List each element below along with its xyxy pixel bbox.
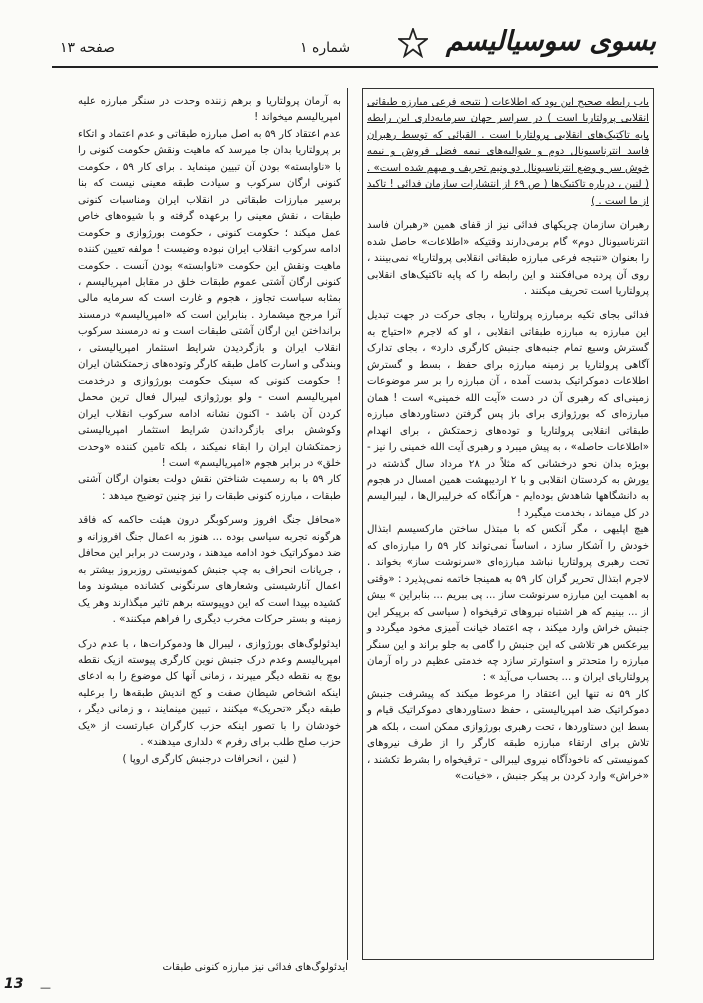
header-rule (52, 66, 658, 68)
masthead (436, 24, 656, 66)
paragraph: ایدئولوگ‌های بورژوازی ، لیبرال ها ودموکرات‌ها ، با عدم درک امپریالیسم وعدم درک جنبش نوین کارگری پیوسته ازیک نقطه بوچ به نقطه دیگر میپرند ، زمانی آنها کل موضوع را به ادعای اینکه اشخاص شیطان صفت و کج اندیش طبقه‌ها را برعلیه طبقه دیگر «تحریک» میکنند ، تبیین مینمایند ، و زمانی دیگر ، خودشان را با تصور اینکه حزب کارگران عبارتست از «یک حزب صلح طلب برای رفرم » دلداری میدهند» . (78, 638, 341, 749)
footer-page-number: 13 (4, 976, 24, 992)
page-number: صفحه ۱۳ (60, 40, 116, 56)
right-column (362, 88, 654, 960)
paragraph: فدائی بجای تکیه برمبارزه پرولتاریا ، بجای حرکت در جهت تبدیل این مبارزه به مبارزه طبقاتی انقلابی ، او که لاجرم «احتیاج به گسترش وسیع تمام جنبه‌های جنبش کارگری دارد» ، بجای تدارک آگاهی پرولتاریا بر زمینه مبارزه برای حفظ ، بسط و گسترش اطلاعات دموکراتیک بدست آمده ، آن مبارزه را بر سر موضوعات زمینی‌ای که رهبری آن در دست «آیت الله خمینی» است ! همان مبارزه‌ای که بورژوازی برای باز پس گرفتن دستاوردهای مبارزه طبقاتی انقلابی پرولتاریا و توده‌های زحمتکش ، برای انهدام «اطلاعات حاصله» ، به پیش میبرد و رهبری آیت الله خمینی را نیز - بویژه بدان نحو درخشانی که مثلاً در ۲۸ مرداد سال گذشته در یورش به کردستان انقلابی و با ۲ اردیبهشت همین امسال در هجوم به دانشگاهها شاهدش بوده‌ایم - هرآنگاه که خرلیبرال‌ها ، لیبرالیسم در کل میماند ، بخدمت میگیرد ! (367, 310, 650, 519)
footer-dash: — (40, 981, 51, 994)
left-column (78, 88, 348, 960)
paragraph: کار ۵۹ با به رسمیت شناختن نقش دولت بعنوان ارگان آشتی طبقات ، مبارزه کنونی طبقات را نیز چنین توضیح میدهد : (78, 474, 341, 502)
citation: ( لنین ، انحرافات درجنبش کارگری اروپا ) (122, 753, 297, 765)
continuation-line: ایدئولوگ‌های فدائی نیز مبارزه کنونی طبقات (162, 962, 348, 973)
paragraph: هیچ اپلیهی ، مگر آنکس که با مبتذل ساختن مارکسیسم ابتذال خودش را آشکار سازد ، اساساً نمی‌تواند کار ۵۹ را مبارزه‌ای که تحت رهبری پرولتاریا نباشد مبارزه‌ای «سرنوشت ساز» بخواند . لاجرم ابتذال تحریر گران کار ۵۹ به همینجا خاتمه نمی‌پذیرد : «وقتی به اهمیت این مبارزه سرنوشت ساز ... پی ببریم ... بنابراین » بیش از ... بینیم که هر اشتباه نیروهای ترقیخواه ( سیاسی که برپیکر این جنبش خراش وارد میکند ، چه اعتماد خیانت آمیزی مخود میگردد و بیرعکس هر تلاشی که این جنبش را گامی به جلو براند و این سنگر مبارزه را متحدتر و استوارتر سازد چه خدمتی عظیم در راه آرمان پرولتاریای ایران و ... بحساب می‌آید » : (367, 524, 649, 684)
masthead-title: بسوی سوسیالیسم (445, 26, 656, 57)
paragraph: رهبران سازمان چریکهای فدائی نیز از قفای همین «رهبران فاسد انترناسیونال دوم» گام برمی‌دارند وقتیکه «اطلاعات» حاصل شده را بعنوان «نتیجه فرعی مبارزه طبقاتی انقلابی پرولتاریا» نمی‌بینند ، روی آن پرده می‌افکنند و این رابطه را که پایه تاکتیک‌های انقلابی پرولتاریا است تحریف میکنند . (367, 220, 649, 297)
paragraph: باب رابطه صحیح این بود که اطلاعات ( نتیجه فرعی مبارزه طبقاتی انقلابی پرولتاریا است ) در سراسر جهان سرمایه‌داری این رابطه پایه تاکتیک‌های انقلابی پرولتاریا است . القبائی که توسط رهبران فاسد انترناسیونال دوم و شوالیه‌های نیمه فضل فروش و نیمه خوش سر و وضع انترناسیونال دو ونیم تحریف و مبهم شده است» . ( لنین ، درباره تاکتیک‌ها ( ص ۶۹ از انتشارات سازمان فدائی ! تاکید از ما است . ) (367, 97, 649, 207)
star-icon (398, 28, 428, 58)
paragraph: کار ۵۹ نه تنها این اعتقاد را مرعوط میکند که پیشرفت جنبش دموکراتیک ضد امپریالیستی ، حفظ دستاوردهای دموکراتیک قیام و بسط این دستاوردها ، تحت رهبری بورژوازی ممکن است ، بلکه هر تلاش برای ارتقاء مبارزه طبقه کارگر را از طرف نیروهای کمونیستی که ناخودآگاه نیروی لیبرالی - ترقیخواه را بشرط تکشند ، «خراش» وارد کردن بر پیکر جنبش ، «خیانت» (367, 688, 649, 783)
paragraph: عدم اعتقاد کار ۵۹ به اصل مبارزه طبقاتی و عدم اعتماد و اتکاء بر پرولتاریا بدان جا میرسد که ماهیت ونقش حکومت کنونی را با «ناوابسته» بودن آن تبیین مینماید . برای کار ۵۹ ، حکومت کنونی ارگان سرکوب و سیادت طبقه معینی نیست که بنا برسیر مبارزات طبقاتی در انقلاب ایران ومناسبات کنونی طبقات ، نقش معینی را برعهده گرفته و با شیوه‌های خاص عمل میکند ؛ حکومت کنونی ، حکومت بورژوازی و حکومت ادامه سرکوب انقلاب ایران نبوده وضیست ! مولفه تعیین کننده ماهیت ونقش این حکومت «ناوابسته» بودن آنست . حکومت کنونی ارگان آشتی عموم طبقات خلق در مقابل امپریالیسم ، بمثابه سیاست تجاوز ، هجوم و غارت است که سرمایه مالی آنرا مرجح میشمارد . بنابراین است که «امپریالیسم» درمسند برانداختن این ارگان آشتی طبقات است و نه درمسند سرکوب انقلاب ایران و بازگردیدن شرایط استثمار امپریالیستی ، وبندگی و اسارت کامل طبقه کارگر وتوده‌های زحمتکشان ایران ! حکومت کنونی که سینک حکومت بورژوازی و درخدمت امپریالیسم است - ولو بورژوازی لیبرال فعال ترین محمل کردن آن باشد - اکنون نشانه ادامه سرکوب انقلاب ایران وکوشش برای بازگرداندن شرایط استثمار امپریالیستی زحمتکشان ایران را ابقاء نمیکند ، بلکه تامین کننده «وحدت خلق» در برابر هجوم «امپریالیسم» است ! (78, 128, 341, 469)
quote: «محافل جنگ افروز وسرکوبگر درون هیئت حاکمه که فاقد هرگونه تجربه سیاسی بوده ... هنوز به اعمال جنگ افروزانه و ضد دموکراتیک خود ادامه میدهند ، ودرست در برابر این محافل ، جریانات انحراف به چپ جنبش کمونیستی روزبروز بیشتر به اعمال آنارشیستی وشعارهای سرنگونی کشانده میشوند وما کشیده بپیدا است که این دوپیوسته برهم تاثیر میگذارند وهر یک زمینه و بستر حرکات مخرب دیگری را فراهم میکنند» . (78, 515, 341, 626)
paragraph: به آرمان پرولتاریا و برهم زننده وحدت در سنگر مبارزه علیه امپریالیسم میخواند ! (78, 96, 341, 124)
issue-number: شماره ۱ (300, 40, 351, 56)
